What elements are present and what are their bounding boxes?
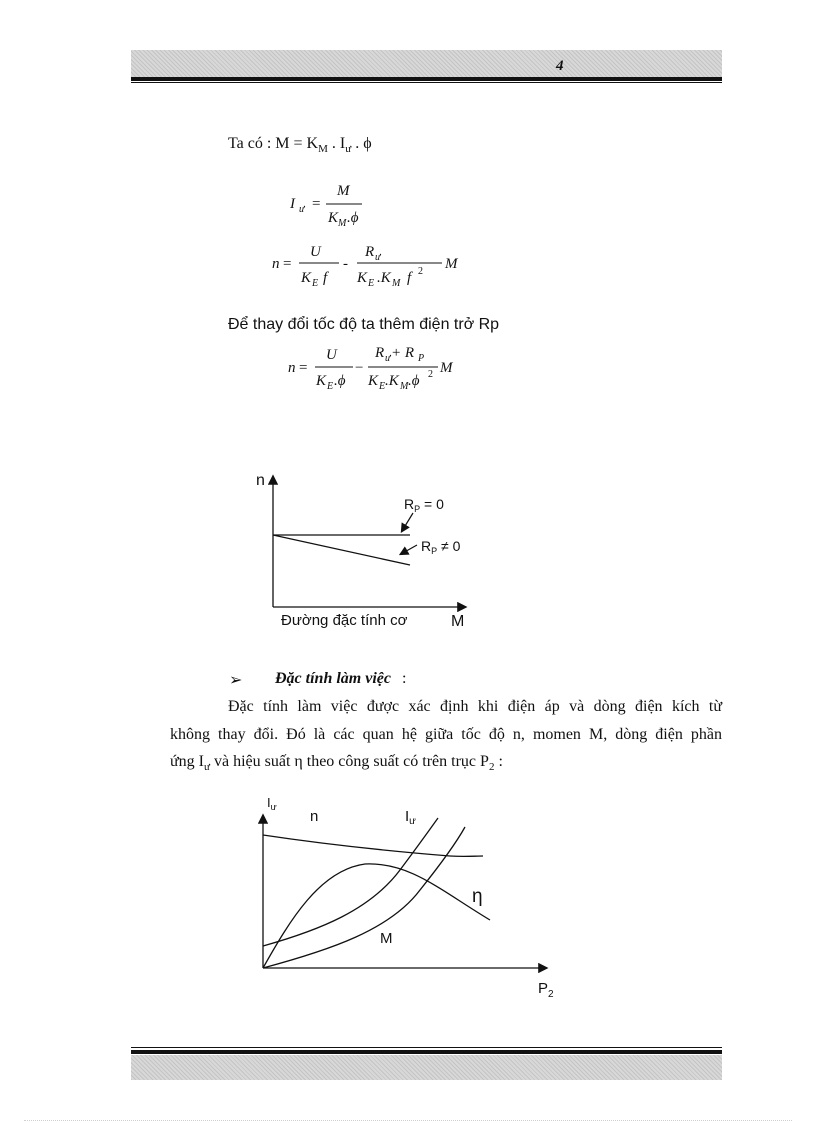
eq3-t2-num-b: + R [391, 345, 415, 361]
eq2-t1-den-tail: f [323, 270, 328, 286]
eq2-t2-den-sup: 2 [418, 266, 423, 277]
eq3-t1-den-tail: .ϕ [334, 373, 346, 389]
eq2-tail: M [445, 256, 458, 272]
eq1-den: K [328, 210, 339, 226]
eq2-t1-den-sub: E [312, 278, 319, 289]
eq2-t2-den-b-sub: M [392, 278, 401, 289]
paragraph-line-3-a: ứng I [170, 753, 204, 770]
label-rp-nonzero: $R_P \ne 0$ [421, 538, 461, 556]
eq1-op: = [312, 196, 321, 212]
eq3-t2-num-a: R [375, 345, 385, 361]
eq1-num: M [337, 183, 350, 199]
eq2-t1-den: K [301, 270, 312, 286]
eq1-den-tail: .ϕ [347, 210, 359, 226]
equation-speed-with-rp [288, 340, 463, 392]
curve-armature-current [263, 818, 438, 946]
footer-rule [131, 1050, 722, 1054]
label-eta: η [472, 886, 483, 907]
eq2-t1-num: U [310, 244, 321, 260]
eq3-lhs: n [288, 360, 296, 376]
eq3-t1-den-sub: E [327, 381, 334, 392]
footer-band [131, 1055, 722, 1080]
speed-change-sentence: Để thay đổi tốc độ ta thêm điện trở Rp [228, 316, 500, 333]
eq3-t1-den: K [316, 373, 327, 389]
eq2-t2-num-sub: ư [375, 252, 381, 263]
page-number: 4 [556, 58, 564, 74]
eq3-t2-num-b-sub: P [418, 353, 425, 364]
eq3-t1-num: U [326, 347, 337, 363]
eq1-lhs-sub: ư [299, 204, 305, 215]
x-axis-label: M [451, 613, 465, 630]
paragraph-line-3 [170, 753, 503, 773]
eq3-t2-den-b-sub: M [400, 381, 409, 392]
eq2-t2-num: R [365, 244, 375, 260]
paragraph-line-2: không thay đổi. Đó là các quan hệ giữa tốc độ n, momen M, dòng điện phần [170, 726, 722, 743]
eq3-t2-den-b: .K [385, 373, 399, 389]
paragraph-line-1: Đặc tính làm việc được xác định khi điện áp và dòng điện kích từ [228, 698, 722, 715]
eq1-lhs: I [290, 196, 295, 212]
paragraph-line-3-sub: ư [204, 761, 210, 773]
eq2-t2-den-b: .K [377, 270, 391, 286]
working-characteristics-chart [250, 790, 570, 1005]
eq3-t2-den-a-sub: E [379, 381, 386, 392]
eq3-tail: M [440, 360, 453, 376]
eq2-t2-den-a: K [357, 270, 368, 286]
section-heading-colon: : [402, 670, 407, 687]
mechanical-characteristic-chart [245, 465, 485, 635]
eq2-op: = [283, 256, 292, 272]
eq3-t2-den-c: .ϕ [408, 373, 420, 389]
eq2-t2-den-c: f [407, 270, 412, 286]
y-axis-label: $I_ư$ [267, 795, 277, 812]
curve-rp-nonzero [273, 535, 410, 565]
eq3-minus: − [355, 360, 364, 376]
label-iu: $I_ư$ [405, 808, 416, 827]
arrow-rp-zero [402, 513, 413, 531]
paragraph-line-3-sub2: 2 [488, 761, 495, 773]
intro-sub-m: M [318, 143, 328, 155]
label-m: M [380, 930, 393, 947]
intro-text: Ta có : M = K [228, 135, 319, 152]
curve-efficiency-eta [263, 864, 490, 968]
header-rule [131, 77, 722, 81]
arrow-rp-nonzero [401, 545, 417, 554]
curve-speed-n [263, 835, 483, 856]
paragraph-line-3-b: và hiệu suất η theo công suất có trên trục P [209, 753, 489, 770]
label-n: n [310, 808, 319, 825]
header-band [131, 50, 722, 77]
section-bullet-icon: ➢ [229, 672, 243, 689]
intro-line [228, 135, 372, 155]
equation-armature-current [288, 180, 378, 230]
paragraph-line-3-c: : [494, 753, 503, 770]
eq2-t2-den-a-sub: E [368, 278, 375, 289]
intro-sub-u: ư [345, 143, 352, 155]
chart-caption: Đường đặc tính cơ [281, 612, 408, 629]
section-heading: Đặc tính làm việc [275, 670, 391, 687]
header-rule-thin [131, 82, 722, 83]
x-axis-label: $P_2$ [538, 980, 554, 1000]
footer-rule-thin [131, 1047, 722, 1048]
intro-mid: . I [327, 135, 346, 152]
eq2-minus: - [343, 256, 348, 272]
eq1-den-sub: M [338, 218, 347, 229]
y-axis-label: n [256, 472, 265, 489]
eq3-t2-num-a-sub: ư [385, 353, 391, 364]
eq3-t2-den-a: K [368, 373, 379, 389]
eq3-t2-den-sup: 2 [428, 369, 433, 380]
eq2-lhs: n [272, 256, 280, 272]
label-rp-zero: $R_P = 0$ [404, 496, 444, 514]
eq3-op: = [299, 360, 308, 376]
intro-end: . ϕ [351, 135, 372, 152]
equation-speed [272, 238, 462, 290]
page-bottom-edge [24, 1120, 792, 1121]
